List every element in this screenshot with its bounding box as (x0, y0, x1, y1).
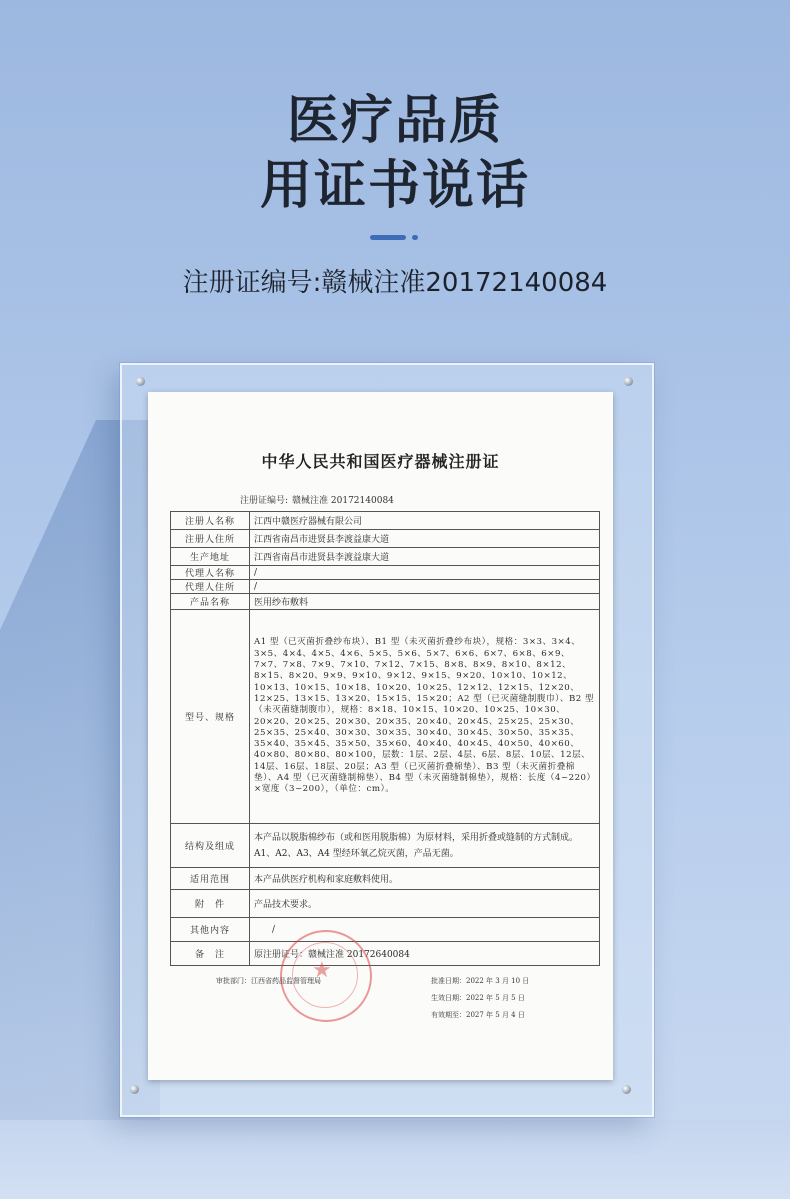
row-value: 江西省南昌市进贤县李渡益康大道 (250, 548, 600, 566)
row-value: 本产品供医疗机构和家庭敷料使用。 (250, 868, 600, 890)
registration-number-line: 注册证编号:赣械注准20172140084 (182, 268, 608, 298)
table-row (171, 890, 600, 918)
table-row (171, 566, 600, 580)
row-value: 江西省南昌市进贤县李渡益康大道 (250, 530, 600, 548)
approval-date: 批准日期：2022 年 3 月 10 日 (431, 977, 530, 985)
row-label: 其他内容 (171, 918, 250, 942)
row-value: 产品技术要求。 (250, 890, 600, 918)
row-label: 产品名称 (171, 594, 250, 610)
table-row (171, 594, 600, 610)
certificate-paper (148, 392, 613, 1080)
row-label: 结构及组成 (171, 824, 250, 868)
table-row (171, 918, 600, 942)
table-row (171, 580, 600, 594)
row-label: 型号、规格 (171, 610, 250, 824)
row-label: 适用范围 (171, 868, 250, 890)
table-row (171, 868, 600, 890)
row-label: 备 注 (171, 942, 250, 966)
row-value: 江西中赣医疗器械有限公司 (250, 512, 600, 530)
row-value: 本产品以脱脂棉纱布（或和医用脱脂棉）为原材料，采用折叠或缝制的方式制成。A1、A2、A3、A4 型经环氧乙烷灭菌，产品无菌。 (250, 824, 600, 868)
row-label: 注册人住所 (171, 530, 250, 548)
row-value: / (250, 580, 600, 594)
issuer: 审批部门：江西省药品监督管理局 (216, 977, 321, 985)
row-label: 注册人名称 (171, 512, 250, 530)
headline-line-2: 用证书说话 (259, 156, 530, 216)
screw-icon (136, 377, 145, 386)
table-row (171, 942, 600, 966)
row-label: 附 件 (171, 890, 250, 918)
certificate-number-value: 赣械注准 20172140084 (292, 496, 394, 506)
row-label: 代理人名称 (171, 566, 250, 580)
row-value: 医用纱布敷料 (250, 594, 600, 610)
row-label: 生产地址 (171, 548, 250, 566)
headline-line-1: 医疗品质 (286, 91, 503, 151)
certificate-number (240, 493, 398, 506)
row-value: / (250, 566, 600, 580)
table-row (171, 512, 600, 530)
official-seal: ★ (280, 930, 372, 1022)
certificate-title: 中华人民共和国医疗器械注册证 (261, 452, 500, 471)
row-value: 原注册证号：赣械注准 20172640084 (250, 942, 600, 966)
effective-date: 生效日期：2022 年 5 月 5 日 (431, 994, 525, 1002)
screw-icon (624, 377, 633, 386)
expiry-date: 有效期至：2027 年 5 月 4 日 (431, 1011, 525, 1019)
table-row (171, 610, 600, 824)
table-row (171, 824, 600, 868)
certificate-number-label: 注册证编号: (240, 496, 289, 506)
certificate-table (170, 511, 600, 966)
row-value: / (250, 918, 600, 942)
screw-icon (130, 1085, 139, 1094)
row-value: A1 型（已灭菌折叠纱布块）、B1 型（未灭菌折叠纱布块），规格：3×3、3×4、3×5、4×4、4×5、4×6、5×5、5×6、5×7、6×6、6×7、6×8、6×9、7×7、7×8、7×9、7×10、7×12、7×15、8×8、8×9、8×10、8×12、8×15、8×20、9×9、9×10、9×12、9×15、9×20、10×10、10×12、10×13、10×15、10×18、10×20、10×25、12×12、12×15、12×20、12×25、13×15、13×20、15×15、15×20；A2 型（已灭菌缝制腹巾）、B2 型（未灭菌缝制腹巾），规格：8×18、10×15、10×20、10×25、10×30、20×20、20×25、20×30、20×35、20×40、20×45、25×25、25×30、25×35、25×40、30×30、30×35、30×40、30×45、30×50、35×35、35×40、35×45、35×50、35×60、40×40、40×45、40×50、40×60、40×80、80×80、80×100，层数：1层、2层、4层、6层、8层、10层、12层、14层、16层、18层、20层；A3 型（已灭菌折叠棉垫）、B3 型（未灭菌折叠棉垫）、A4 型（已灭菌缝制棉垫）、B4 型（未灭菌缝制棉垫），规格：长度（4~220）×宽度（3~200），（单位：cm）。 (250, 610, 600, 824)
screw-icon (622, 1085, 631, 1094)
table-row (171, 548, 600, 566)
row-label: 代理人住所 (171, 580, 250, 594)
background-floor (0, 1120, 790, 1199)
table-row (171, 530, 600, 548)
